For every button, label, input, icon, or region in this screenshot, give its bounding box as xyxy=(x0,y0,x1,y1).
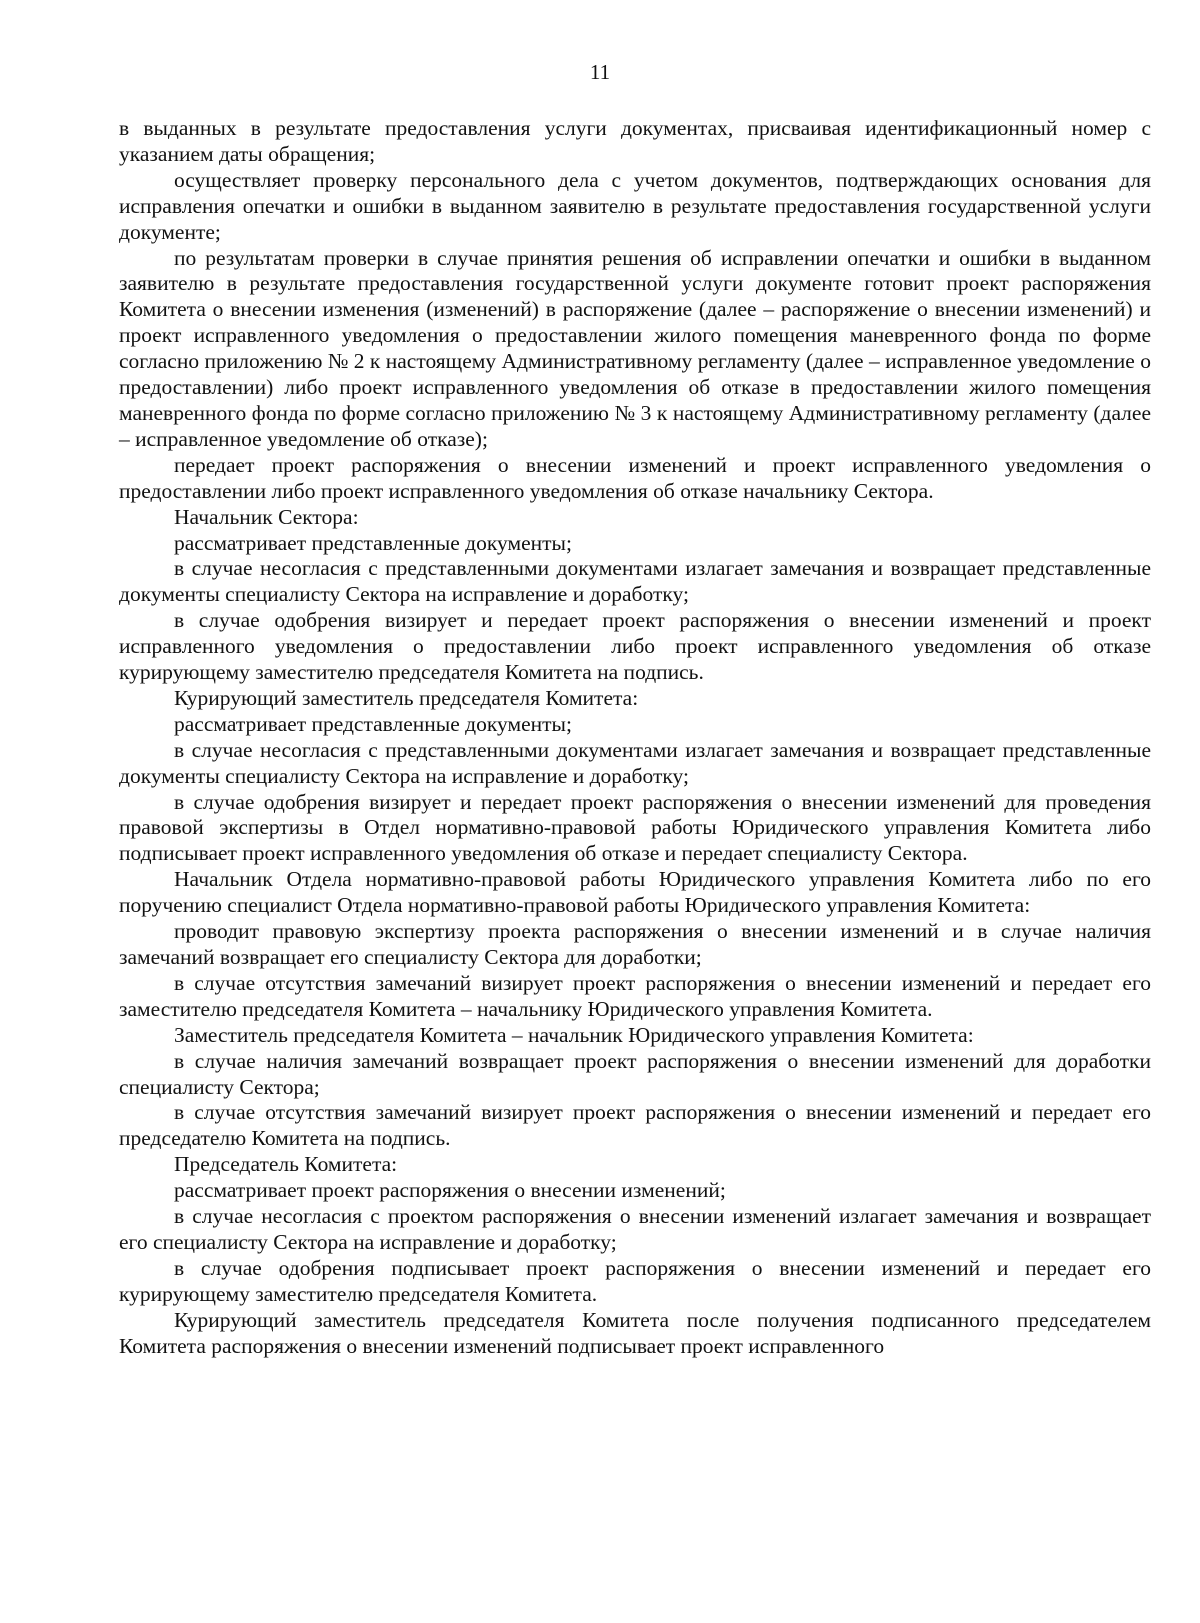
paragraph-16: Заместитель председателя Комитета – начальник Юридического управления Комитета: xyxy=(174,1022,974,1047)
paragraph-1: в выданных в результате предоставления услуги документах, присваивая идентификационный номер с указанием даты обращения; xyxy=(119,116,1151,166)
paragraph-20: рассматривает проект распоряжения о внесении изменений; xyxy=(174,1178,726,1203)
paragraph-2: осуществляет проверку персонального дела с учетом документов, подтверждающих основания для исправления опечатки и ошибки в выданном заявителю в результате предоставления государственной услуги документе; xyxy=(119,167,1151,244)
page-number: 11 xyxy=(589,60,611,84)
paragraph-14: проводит правовую экспертизу проекта распоряжения о внесении изменений и в случае наличия замечаний возвращает его специалисту Сектора для доработки; xyxy=(119,919,1151,969)
paragraph-19: Председатель Комитета: xyxy=(174,1152,398,1177)
paragraph-10: рассматривает представленные документы; xyxy=(174,711,572,736)
paragraph-18: в случае отсутствия замечаний визирует проект распоряжения о внесении изменений и передает его председателю Комитета на подпись. xyxy=(119,1100,1151,1151)
paragraph-7: в случае несогласия с представленными документами излагает замечания и возвращает представленные документы специалисту Сектора на исправление и доработку; xyxy=(119,556,1151,607)
paragraph-8: в случае одобрения визирует и передает проект распоряжения о внесении изменений и проект исправленного уведомления о предоставлении либо проект исправленного уведомления об отказе курирующему заместителю председателя Комитета на подпись. xyxy=(119,608,1151,685)
paragraph-5: Начальник Сектора: xyxy=(174,504,359,529)
paragraph-23: Курирующий заместитель председателя Комитета после получения подписанного председателем Комитета распоряжения о внесении изменений подписывает проект исправленного xyxy=(119,1307,1151,1358)
paragraph-21: в случае несогласия с проектом распоряжения о внесении изменений излагает замечания и возвращает его специалисту Сектора на исправление и доработку; xyxy=(119,1204,1151,1254)
paragraph-12: в случае одобрения визирует и передает проект распоряжения о внесении изменений для проведения правовой экспертизы в Отдел нормативно-правовой работы Юридического управления Комитета либо подписывает проект исправленного уведомления об отказе и передает специалисту Сектора. xyxy=(119,789,1151,866)
paragraph-3: по результатам проверки в случае принятия решения об исправлении опечатки и ошибки в выданном заявителю в результате предоставления государственной услуги документе готовит проект распоряжения Комитета о внесении изменения (изменений) в распоряжение (далее – распоряжение о внесении изменений) и проект исправленного уведомления о предоставлении жилого помещения маневренного фонда по форме согласно приложению № 2 к настоящему Административному регламенту (далее – исправленное уведомление о предоставлении) либо проект исправленного уведомления об отказе в предоставлении жилого помещения маневренного фонда по форме согласно приложению № 3 к настоящему Административному регламенту (далее – исправленное уведомление об отказе); xyxy=(119,245,1151,451)
paragraph-4: передает проект распоряжения о внесении изменений и проект исправленного уведомления о предоставлении либо проект исправленного уведомления об отказе начальнику Сектора. xyxy=(119,452,1151,503)
paragraph-9: Курирующий заместитель председателя Комитета: xyxy=(174,685,639,710)
paragraph-22: в случае одобрения подписывает проект распоряжения о внесении изменений и передает его курирующему заместителю председателя Комитета. xyxy=(119,1255,1151,1306)
paragraph-13: Начальник Отдела нормативно-правовой работы Юридического управления Комитета либо по его поручению специалист Отдела нормативно-правовой работы Юридического управления Комитета: xyxy=(119,867,1151,918)
paragraph-17: в случае наличия замечаний возвращает проект распоряжения о внесении изменений для доработки специалисту Сектора; xyxy=(119,1048,1151,1099)
paragraph-11: в случае несогласия с представленными документами излагает замечания и возвращает представленные документы специалисту Сектора на исправление и доработку; xyxy=(119,737,1151,788)
document-body xyxy=(119,116,1151,1360)
paragraph-15: в случае отсутствия замечаний визирует проект распоряжения о внесении изменений и передает его заместителю председателя Комитета – начальнику Юридического управления Комитета. xyxy=(119,970,1151,1021)
paragraph-6: рассматривает представленные документы; xyxy=(174,530,572,555)
